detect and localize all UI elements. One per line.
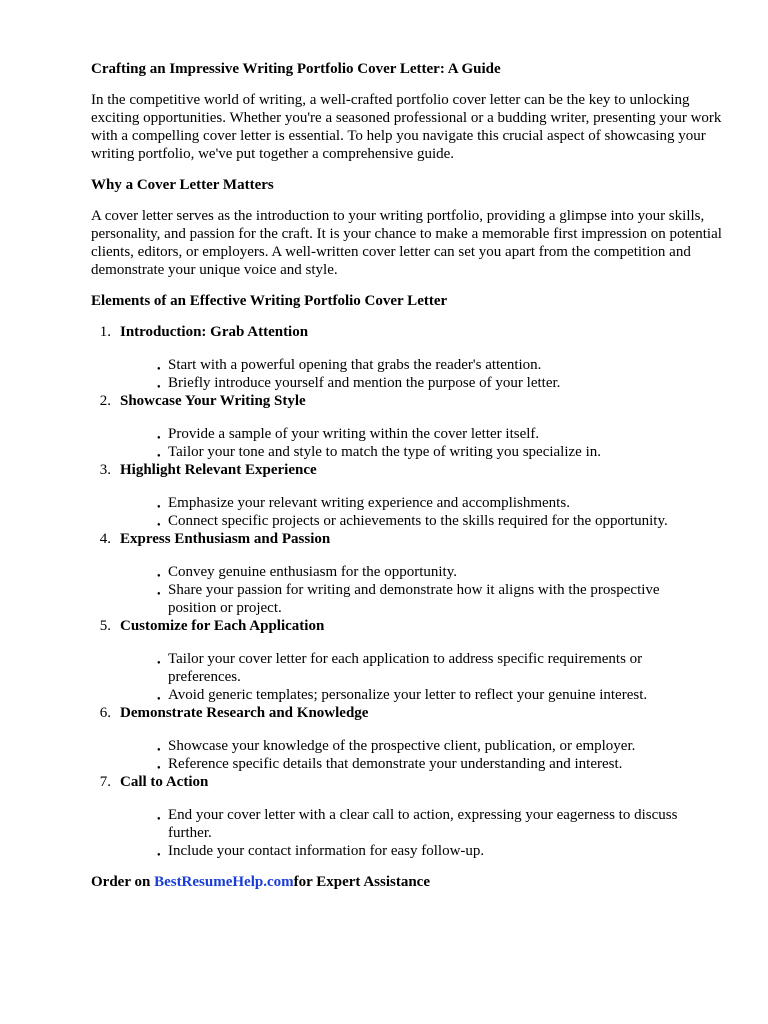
bullet-item xyxy=(157,581,708,617)
step-header xyxy=(91,704,741,722)
bullet-dot-icon: ● xyxy=(157,453,161,459)
bullet-text: End your cover letter with a clear call to action, expressing your eagerness to discuss further. xyxy=(168,807,678,841)
bullet-dot-icon: ● xyxy=(157,366,161,372)
step-title: Customize for Each Application xyxy=(120,618,325,634)
bullet-dot-icon: ● xyxy=(157,573,161,579)
step-title: Highlight Relevant Experience xyxy=(120,462,317,478)
bullet-dot-icon: ● xyxy=(157,435,161,441)
bullet-text: Tailor your tone and style to match the type of writing you specialize in. xyxy=(168,444,602,460)
step-number: 2. xyxy=(99,393,111,409)
step-bullets xyxy=(91,737,741,773)
bullet-dot-icon: ● xyxy=(157,504,161,510)
order-prefix: Order on xyxy=(91,874,151,890)
step-bullets xyxy=(91,356,741,392)
step-header xyxy=(91,461,741,479)
document-title: Crafting an Impressive Writing Portfolio Cover Letter: A Guide xyxy=(91,61,501,77)
step-number: 6. xyxy=(99,705,111,721)
bullet-text: Provide a sample of your writing within the cover letter itself. xyxy=(168,426,540,442)
bullet-dot-icon: ● xyxy=(157,660,161,666)
bullet-dot-icon: ● xyxy=(157,522,161,528)
order-line xyxy=(91,873,741,891)
bullet-item xyxy=(157,356,708,374)
intro-paragraph: In the competitive world of writing, a well-crafted portfolio cover letter can be the key to unlocking exciting opportunities. Whether you're a seasoned professional or a budding writer, presenting your work with a compelling cover letter is essential. To help you navigate this crucial aspect of showcasing your writing portfolio, we've put together a comprehensive guide. xyxy=(91,92,722,162)
step-item xyxy=(91,773,741,860)
bullet-text: Emphasize your relevant writing experience and accomplishments. xyxy=(168,495,570,511)
bullet-dot-icon: ● xyxy=(157,747,161,753)
bullet-item xyxy=(157,443,708,461)
why-paragraph: A cover letter serves as the introduction to your writing portfolio, providing a glimpse into your skills, personality, and passion for the craft. It is your chance to make a memorable first impression on potential clients, editors, or employers. A well-written cover letter can set you apart from the competition and demonstrate your unique voice and style. xyxy=(91,208,722,278)
bullet-dot-icon: ● xyxy=(157,765,161,771)
step-item xyxy=(91,617,741,704)
step-number: 3. xyxy=(99,462,111,478)
step-bullets xyxy=(91,650,741,704)
bullet-item xyxy=(157,650,708,686)
bullet-text: Briefly introduce yourself and mention the purpose of your letter. xyxy=(168,375,561,391)
step-title: Express Enthusiasm and Passion xyxy=(120,531,331,547)
step-item xyxy=(91,530,741,617)
bullet-item xyxy=(157,806,708,842)
step-header xyxy=(91,323,741,341)
bullet-item xyxy=(157,755,708,773)
bullet-dot-icon: ● xyxy=(157,591,161,597)
bullet-dot-icon: ● xyxy=(157,852,161,858)
step-header xyxy=(91,773,741,791)
bullet-text: Start with a powerful opening that grabs the reader's attention. xyxy=(168,357,542,373)
document-page xyxy=(91,60,741,891)
step-header xyxy=(91,530,741,548)
step-title: Showcase Your Writing Style xyxy=(120,393,306,409)
step-bullets xyxy=(91,494,741,530)
steps-list xyxy=(91,323,741,860)
bullet-dot-icon: ● xyxy=(157,816,161,822)
bullet-text: Avoid generic templates; personalize your letter to reflect your genuine interest. xyxy=(168,687,648,703)
bullet-item xyxy=(157,374,708,392)
step-item xyxy=(91,392,741,461)
bullet-text: Convey genuine enthusiasm for the opportunity. xyxy=(168,564,457,580)
step-item xyxy=(91,461,741,530)
step-number: 7. xyxy=(99,774,111,790)
step-title: Demonstrate Research and Knowledge xyxy=(120,705,369,721)
step-number: 1. xyxy=(99,324,111,340)
bullet-item xyxy=(157,842,708,860)
why-heading: Why a Cover Letter Matters xyxy=(91,177,274,193)
step-item xyxy=(91,704,741,773)
bullet-text: Showcase your knowledge of the prospective client, publication, or employer. xyxy=(168,738,636,754)
bullet-text: Reference specific details that demonstrate your understanding and interest. xyxy=(168,756,623,772)
step-title: Introduction: Grab Attention xyxy=(120,324,309,340)
bullet-item xyxy=(157,512,708,530)
bullet-item xyxy=(157,737,708,755)
bullet-text: Share your passion for writing and demonstrate how it aligns with the prospective position or project. xyxy=(168,582,660,616)
bullet-text: Connect specific projects or achievements to the skills required for the opportunity. xyxy=(168,513,668,529)
bullet-dot-icon: ● xyxy=(157,696,161,702)
step-number: 4. xyxy=(99,531,111,547)
step-header xyxy=(91,392,741,410)
step-bullets xyxy=(91,425,741,461)
step-header xyxy=(91,617,741,635)
step-number: 5. xyxy=(99,618,111,634)
order-suffix: for Expert Assistance xyxy=(293,874,431,890)
step-title: Call to Action xyxy=(120,774,209,790)
bullet-item xyxy=(157,494,708,512)
step-bullets xyxy=(91,563,741,617)
bullet-dot-icon: ● xyxy=(157,384,161,390)
bullet-text: Tailor your cover letter for each application to address specific requirements or preferences. xyxy=(168,651,643,685)
bullet-item xyxy=(157,425,708,443)
order-link[interactable]: BestResumeHelp.com xyxy=(154,874,294,890)
bullet-item xyxy=(157,686,708,704)
bullet-item xyxy=(157,563,708,581)
bullet-text: Include your contact information for easy follow-up. xyxy=(168,843,485,859)
step-item xyxy=(91,323,741,392)
step-bullets xyxy=(91,806,741,860)
elements-heading: Elements of an Effective Writing Portfolio Cover Letter xyxy=(91,293,448,309)
